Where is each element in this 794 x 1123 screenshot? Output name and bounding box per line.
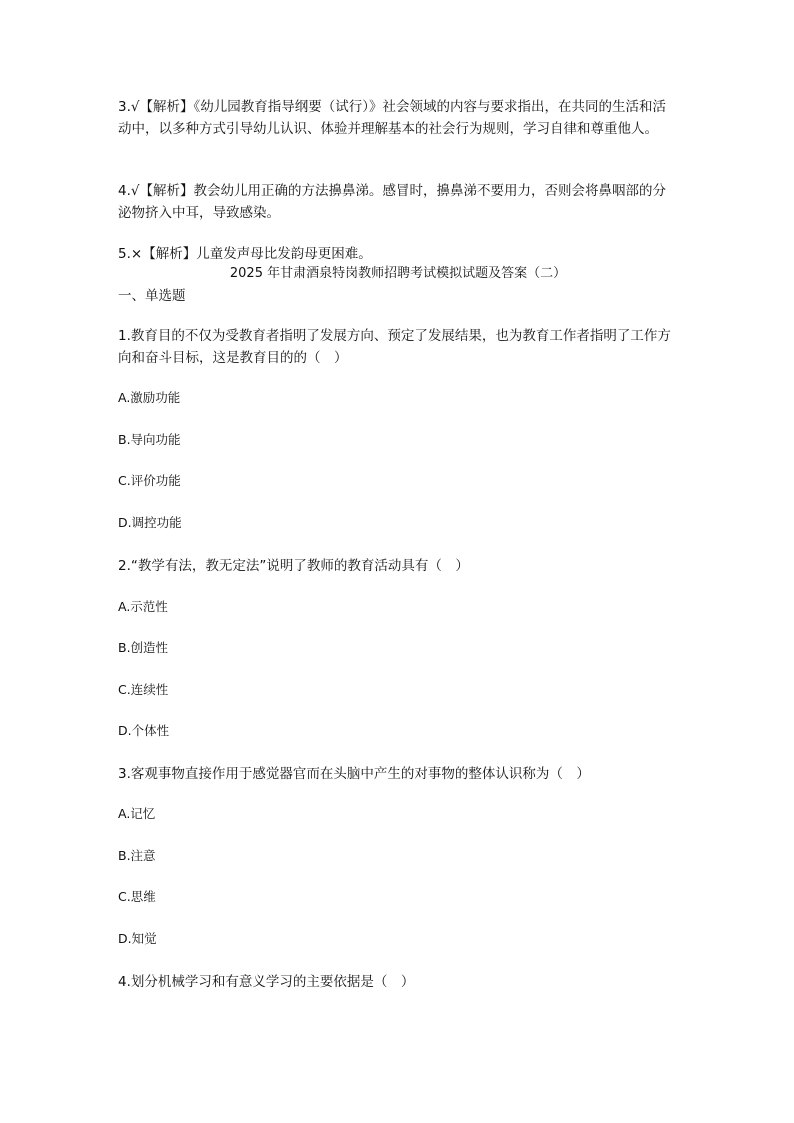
question-2-stem: 2.“教学有法，教无定法”说明了教师的教育活动具有（ ） [118, 558, 469, 574]
answer-3: 3.√【解析】《幼儿园教育指导纲要（试行）》社会领域的内容与要求指出，在共同的生活和活动中，以多种方式引导幼儿认识、体验并理解基本的社会行为规则，学习自律和尊重他人。 [118, 99, 666, 137]
question-1-option-a: A.激励功能 [118, 390, 181, 405]
question-1-option-d: D.调控功能 [118, 515, 182, 530]
question-3-option-c: C.思维 [118, 889, 156, 904]
question-2-option-d: D.个体性 [118, 723, 170, 738]
section-title: 一、单选题 [118, 288, 186, 304]
question-3-option-b: B.注意 [118, 848, 156, 863]
exam-title: 2025 年甘肃酒泉特岗教师招聘考试模拟试题及答案（二） [229, 266, 567, 281]
question-2-option-b: B.创造性 [118, 640, 169, 655]
question-1-stem: 1.教育目的不仅为受教育者指明了发展方向、预定了发展结果，也为教育工作者指明了工作方向和奋斗目标，这是教育目的的（ ） [118, 328, 671, 366]
question-4-stem: 4.划分机械学习和有意义学习的主要依据是（ ） [118, 974, 415, 990]
question-3-option-a: A.记忆 [118, 806, 156, 821]
question-2-option-c: C.连续性 [118, 682, 169, 697]
question-3-option-d: D.知觉 [118, 931, 157, 946]
answer-4: 4.√【解析】教会幼儿用正确的方法擤鼻涕。感冒时，擤鼻涕不要用力，否则会将鼻咽部的分泌物挤入中耳，导致感染。 [118, 183, 666, 221]
question-1-option-b: B.导向功能 [118, 432, 181, 447]
question-1-option-c: C.评价功能 [118, 473, 181, 488]
answer-5: 5.×【解析】儿童发声母比发韵母更困难。 [118, 246, 372, 262]
question-2-option-a: A.示范性 [118, 599, 168, 614]
question-3-stem: 3.客观事物直接作用于感觉器官而在头脑中产生的对事物的整体认识称为（ ） [118, 766, 590, 782]
